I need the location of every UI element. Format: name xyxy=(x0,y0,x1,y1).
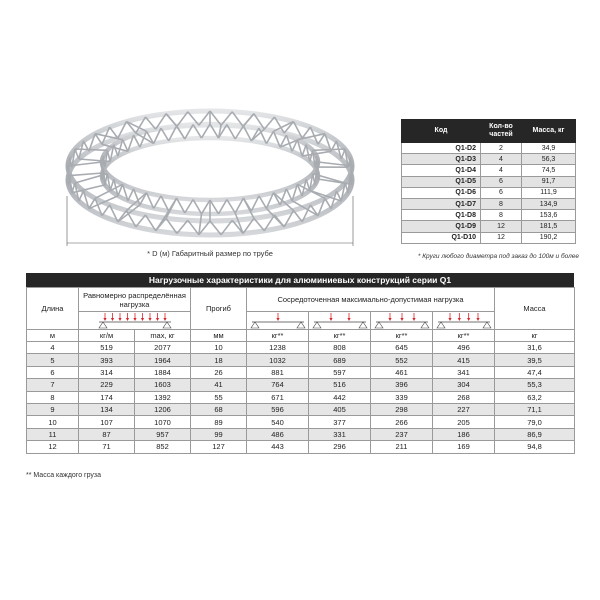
spec-cell-code: Q1-D9 xyxy=(402,221,481,232)
table-cell: 211 xyxy=(371,441,433,453)
table-cell: 377 xyxy=(309,416,371,428)
spec-cell-code: Q1-D3 xyxy=(402,154,481,165)
table-cell: 134 xyxy=(79,403,135,415)
table-cell: 39,5 xyxy=(495,354,575,366)
table-cell: 18 xyxy=(191,354,247,366)
spec-cell-parts: 6 xyxy=(481,176,522,187)
table-cell: 645 xyxy=(371,342,433,354)
table-cell: 4 xyxy=(27,342,79,354)
table-cell: 341 xyxy=(433,366,495,378)
table-cell: 9 xyxy=(27,403,79,415)
spec-table xyxy=(401,119,576,244)
table-cell: 331 xyxy=(309,428,371,440)
spec-cell-parts: 8 xyxy=(481,210,522,221)
table-row xyxy=(27,354,575,366)
spec-cell-mass: 153,6 xyxy=(522,210,576,221)
header-length: Длина xyxy=(27,288,79,330)
table-cell: 6 xyxy=(27,366,79,378)
spec-header-parts: Кол-во частей xyxy=(481,120,522,143)
table-cell: 298 xyxy=(371,403,433,415)
table-cell: 237 xyxy=(371,428,433,440)
table-cell: 405 xyxy=(309,403,371,415)
table-cell: 1964 xyxy=(135,354,191,366)
udl-load-diagram xyxy=(95,312,175,329)
table-row xyxy=(27,379,575,391)
spec-cell-mass: 34,9 xyxy=(522,143,576,154)
table-row xyxy=(27,403,575,415)
spec-cell-code: Q1-D6 xyxy=(402,187,481,198)
table-cell: 2077 xyxy=(135,342,191,354)
table-cell: 689 xyxy=(309,354,371,366)
unit-cell: кг** xyxy=(309,330,371,342)
table-row xyxy=(27,416,575,428)
table-cell: 127 xyxy=(191,441,247,453)
header-udl: Равномерно распределённая нагрузка xyxy=(79,288,191,312)
table-cell: 442 xyxy=(309,391,371,403)
spec-cell-mass: 134,9 xyxy=(522,198,576,209)
table-cell: 89 xyxy=(191,416,247,428)
table-cell: 79,0 xyxy=(495,416,575,428)
spec-cell-mass: 74,5 xyxy=(522,165,576,176)
table-cell: 296 xyxy=(309,441,371,453)
table-cell: 596 xyxy=(247,403,309,415)
load-table xyxy=(26,287,575,454)
spec-cell-mass: 190,2 xyxy=(522,232,576,243)
unit-cell: max, кг xyxy=(135,330,191,342)
table-cell: 86,9 xyxy=(495,428,575,440)
table-cell: 268 xyxy=(433,391,495,403)
table-cell: 107 xyxy=(79,416,135,428)
spec-cell-code: Q1-D7 xyxy=(402,198,481,209)
table-cell: 5 xyxy=(27,354,79,366)
header-point-load: Сосредоточенная максимально-допустимая нагрузка xyxy=(247,288,495,312)
table-cell: 12 xyxy=(27,441,79,453)
spec-cell-parts: 8 xyxy=(481,198,522,209)
unit-cell: кг** xyxy=(247,330,309,342)
table-cell: 1070 xyxy=(135,416,191,428)
units-row xyxy=(27,330,575,342)
spec-row xyxy=(402,165,576,176)
point-diagram-4 xyxy=(433,312,495,330)
load-table-title: Нагрузочные характеристики для алюминиевых конструкций серии Q1 xyxy=(26,273,574,287)
table-cell: 10 xyxy=(191,342,247,354)
spec-note: * Круги любого диаметра под заказ до 100м и более xyxy=(417,253,579,260)
spec-cell-code: Q1-D10 xyxy=(402,232,481,243)
table-row xyxy=(27,441,575,453)
spec-cell-mass: 56,3 xyxy=(522,154,576,165)
point-diagram-3 xyxy=(371,312,433,330)
point-diagram-1 xyxy=(247,312,309,330)
table-cell: 31,6 xyxy=(495,342,575,354)
table-row xyxy=(27,391,575,403)
point-diagram-2 xyxy=(309,312,371,330)
table-cell: 396 xyxy=(371,379,433,391)
spec-row xyxy=(402,143,576,154)
spec-header-mass: Масса, кг xyxy=(522,120,576,143)
table-cell: 87 xyxy=(79,428,135,440)
table-cell: 227 xyxy=(433,403,495,415)
table-cell: 186 xyxy=(433,428,495,440)
spec-row xyxy=(402,154,576,165)
table-cell: 314 xyxy=(79,366,135,378)
table-cell: 7 xyxy=(27,379,79,391)
unit-cell: мм xyxy=(191,330,247,342)
table-cell: 55 xyxy=(191,391,247,403)
table-cell: 808 xyxy=(309,342,371,354)
table-cell: 339 xyxy=(371,391,433,403)
table-cell: 94,8 xyxy=(495,441,575,453)
table-row xyxy=(27,428,575,440)
spec-cell-code: Q1-D2 xyxy=(402,143,481,154)
spec-row xyxy=(402,232,576,243)
spec-cell-parts: 12 xyxy=(481,232,522,243)
table-row xyxy=(27,366,575,378)
spec-cell-parts: 6 xyxy=(481,187,522,198)
table-cell: 519 xyxy=(79,342,135,354)
udl-diagram-cell xyxy=(79,312,191,330)
spec-table-header xyxy=(402,120,576,143)
point-load-2-diagram xyxy=(311,312,369,329)
table-cell: 10 xyxy=(27,416,79,428)
spec-row xyxy=(402,187,576,198)
table-row xyxy=(27,342,575,354)
table-cell: 41 xyxy=(191,379,247,391)
footnote: ** Масса каждого груза xyxy=(26,472,102,479)
table-cell: 764 xyxy=(247,379,309,391)
unit-cell: кг** xyxy=(371,330,433,342)
spec-row xyxy=(402,221,576,232)
table-cell: 47,4 xyxy=(495,366,575,378)
spec-cell-mass: 181,5 xyxy=(522,221,576,232)
table-cell: 8 xyxy=(27,391,79,403)
spec-cell-parts: 4 xyxy=(481,154,522,165)
unit-cell: кг/м xyxy=(79,330,135,342)
spec-cell-parts: 12 xyxy=(481,221,522,232)
table-cell: 71 xyxy=(79,441,135,453)
table-cell: 415 xyxy=(433,354,495,366)
table-cell: 11 xyxy=(27,428,79,440)
table-cell: 174 xyxy=(79,391,135,403)
unit-cell: кг xyxy=(495,330,575,342)
spec-cell-mass: 111,9 xyxy=(522,187,576,198)
spec-row xyxy=(402,198,576,209)
circular-truss-illustration xyxy=(40,96,375,246)
table-cell: 552 xyxy=(371,354,433,366)
point-load-3-diagram xyxy=(373,312,431,329)
table-cell: 443 xyxy=(247,441,309,453)
table-cell: 266 xyxy=(371,416,433,428)
table-cell: 1238 xyxy=(247,342,309,354)
table-cell: 169 xyxy=(433,441,495,453)
header-deflection: Прогиб xyxy=(191,288,247,330)
table-cell: 63,2 xyxy=(495,391,575,403)
table-cell: 68 xyxy=(191,403,247,415)
table-cell: 957 xyxy=(135,428,191,440)
spec-cell-code: Q1-D8 xyxy=(402,210,481,221)
table-cell: 852 xyxy=(135,441,191,453)
table-cell: 304 xyxy=(433,379,495,391)
spec-cell-parts: 4 xyxy=(481,165,522,176)
table-cell: 55,3 xyxy=(495,379,575,391)
table-cell: 26 xyxy=(191,366,247,378)
header-mass: Масса xyxy=(495,288,575,330)
table-cell: 1032 xyxy=(247,354,309,366)
table-cell: 1392 xyxy=(135,391,191,403)
spec-header-code: Код xyxy=(402,120,481,143)
table-cell: 496 xyxy=(433,342,495,354)
table-cell: 1206 xyxy=(135,403,191,415)
table-cell: 393 xyxy=(79,354,135,366)
point-load-4-diagram xyxy=(435,312,493,329)
unit-cell: кг** xyxy=(433,330,495,342)
table-cell: 516 xyxy=(309,379,371,391)
table-cell: 461 xyxy=(371,366,433,378)
spec-cell-mass: 91,7 xyxy=(522,176,576,187)
point-load-1-diagram xyxy=(249,312,307,329)
spec-cell-code: Q1-D5 xyxy=(402,176,481,187)
table-cell: 540 xyxy=(247,416,309,428)
dimension-caption: * D (м) Габаритный размер по трубе xyxy=(147,249,273,258)
table-cell: 486 xyxy=(247,428,309,440)
table-cell: 597 xyxy=(309,366,371,378)
table-cell: 881 xyxy=(247,366,309,378)
spec-row xyxy=(402,210,576,221)
spec-cell-code: Q1-D4 xyxy=(402,165,481,176)
table-cell: 671 xyxy=(247,391,309,403)
table-cell: 205 xyxy=(433,416,495,428)
table-cell: 1884 xyxy=(135,366,191,378)
table-cell: 71,1 xyxy=(495,403,575,415)
unit-cell: м xyxy=(27,330,79,342)
table-cell: 1603 xyxy=(135,379,191,391)
table-cell: 229 xyxy=(79,379,135,391)
spec-cell-parts: 2 xyxy=(481,143,522,154)
spec-row xyxy=(402,176,576,187)
table-cell: 99 xyxy=(191,428,247,440)
